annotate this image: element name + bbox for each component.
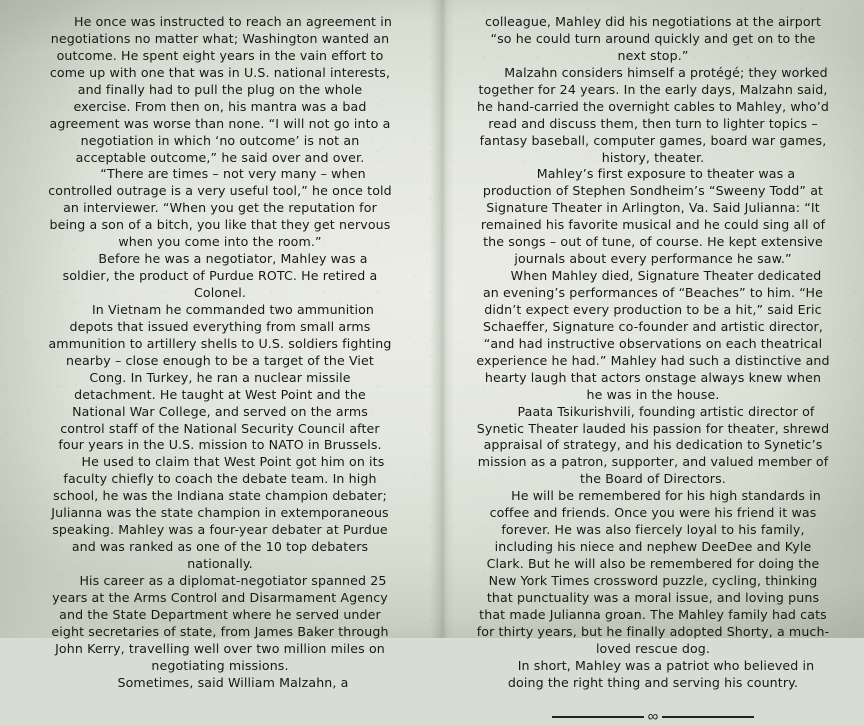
left-page-column xyxy=(0,0,432,690)
paragraph: Sometimes, said William Malzahn, a xyxy=(117,674,349,690)
paragraph: Paata Tsikurishvili, founding artistic director of Synetic Theater lauded his passion for theater, shrewd appraisal of strategy, and his dedication to Synetic’s mission as a patron, supporter, and valued member of the Board of Directors. xyxy=(476,403,830,487)
paragraph: His career as a diplomat-negotiator spanned 25 years at the Arms Control and Disarmament Agency and the State Department where he served under eight secretaries of state, from James Baker through John Kerry, travelling well over two million miles on negotiating missions. xyxy=(51,572,389,673)
left-page-body xyxy=(48,14,392,692)
ornament-swirl-icon: ∞ xyxy=(647,707,659,725)
paragraph: He used to claim that West Point got him on its faculty chiefly to coach the debate team. In high school, he was the Indiana state champion debater; Julianna was the state champion in extemporaneous speaking. Mahley was a four-year debater at Purdue and was ranked as one of the 10 top debaters nationally. xyxy=(51,454,389,571)
paragraph: colleague, Mahley did his negotiations at the airport “so he could turn around quickly and get on to the next stop.” xyxy=(484,14,822,63)
paragraph: In short, Mahley was a patriot who believed in doing the right thing and serving his country. xyxy=(507,657,815,690)
ornament-rule-left xyxy=(552,716,644,718)
right-page-body xyxy=(476,14,830,692)
paragraph: Before he was a negotiator, Mahley was a soldier, the product of Purdue ROTC. He retired a Colonel. xyxy=(62,251,378,300)
paragraph: In Vietnam he commanded two ammunition depots that issued everything from small arms ammunition to artillery shells to U.S. soldiers fighting nearby – close enough to be a target of the Viet Cong. In Turkey, he ran a nuclear missile detachment. He taught at West Point and the National War College, and served on the arms control staff of the National Security Council after four years in the U.S. mission to NATO in Brussels. xyxy=(48,301,392,453)
end-ornament xyxy=(476,707,830,725)
paragraph: Mahley’s first exposure to theater was a production of Stephen Sondheim’s “Sweeny Todd” at Signature Theater in Arlington, Va. Said Julianna: “It remained his favorite musical and he could sing all of the songs – out of tune, of course. He kept extensive journals about every performance he saw.” xyxy=(480,166,826,267)
paragraph: He will be remembered for his high standards in coffee and friends. Once you were his friend it was forever. He was also fiercely loyal to his family, including his niece and nephew DeeDee and Kyle Clark. But he will also be remembered for doing the New York Times crossword puzzle, cycling, thinking that punctuality was a moral issue, and loving puns that made Julianna groan. The Mahley family had cats for thirty years, but he finally adopted Shorty, a much-loved rescue dog. xyxy=(476,488,830,656)
paragraph: When Mahley died, Signature Theater dedicated an evening’s performances of “Beaches” to him. “He didn’t expect every production to be a hit,” said Eric Schaeffer, Signature co-founder and artistic director, “and had instructive observations on each theatrical experience he had.” Mahley had such a distinctive and hearty laugh that actors onstage always knew when he was in the house. xyxy=(476,268,830,402)
paragraph: He once was instructed to reach an agreement in negotiations no matter what; Washington wanted an outcome. He spent eight years in the vain effort to come up with one that was in U.S. national interests, and finally had to pull the plug on the whole exercise. From then on, his mantra was a bad agreement was worse than none. “I will not go into a negotiation in which ‘no outcome’ is not an acceptable outcome,” he said over and over. xyxy=(49,14,392,165)
ornament-rule-right xyxy=(662,716,754,718)
paragraph: “There are times – not very many – when controlled outrage is a very useful tool,” he once told an interviewer. “When you get the reputation for being a son of a bitch, you like that they get nervous when you come into the room.” xyxy=(48,166,392,250)
right-page-column xyxy=(432,0,864,725)
paragraph: Malzahn considers himself a protégé; they worked together for 24 years. In the early days, Malzahn said, he hand-carried the overnight cables to Mahley, who’d read and discuss them, then turn to lighter topics – fantasy baseball, computer games, board war games, history, theater. xyxy=(477,64,829,165)
